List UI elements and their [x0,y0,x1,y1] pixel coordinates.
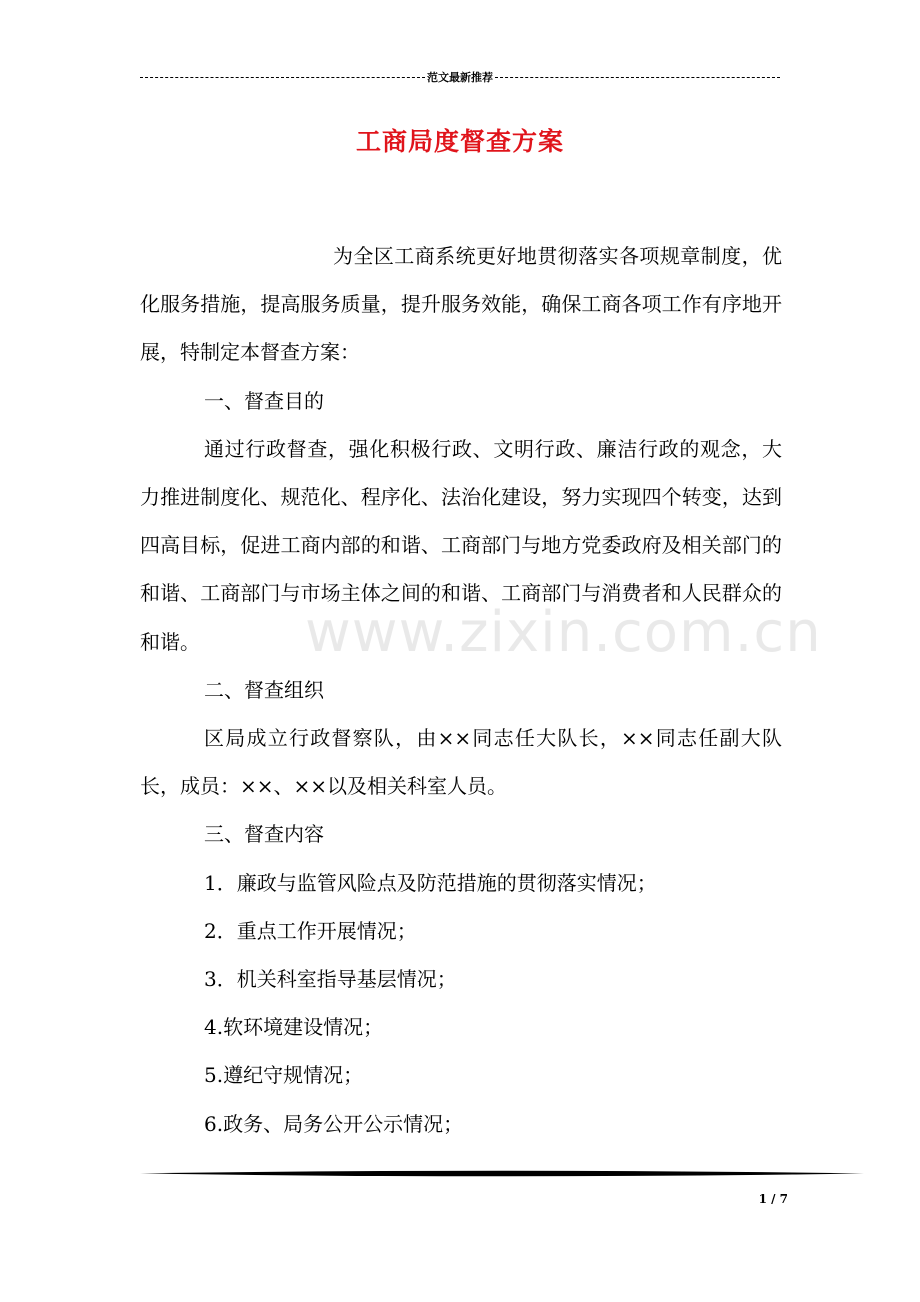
page-number: 1 / 7 [758,1192,788,1206]
header-dash-right [495,77,780,78]
intro-paragraph: 为全区工商系统更好地贯彻落实各项规章制度，优化服务措施，提高服务质量，提升服务效能，确保工商各项工作有序地开展，特制定本督查方案： [140,244,782,365]
list-item: 2．重点工作开展情况； [204,918,417,943]
footer-rule [140,1169,864,1178]
document-title: 工商局度督查方案 [355,127,564,156]
section-heading-content: 三、督查内容 [204,822,324,847]
section-heading-purpose: 一、督查目的 [204,388,324,413]
list-item: 4.软环境建设情况； [204,1015,384,1040]
purpose-paragraph: 通过行政督查，强化积极行政、文明行政、廉洁行政的观念，大力推进制度化、规范化、程序化、法治化建设，努力实现四个转变，达到四高目标，促进工商内部的和谐、工商部门与地方党委政府及相关部门的和谐、工商部门与市场主体之间的和谐、工商部门与消费者和人民群众的和谐。 [140,436,782,654]
organization-paragraph: 区局成立行政督察队，由××同志任大队长，××同志任副大队长，成员：××、××以及相关科室人员。 [140,726,782,799]
list-item: 5.遵纪守规情况； [204,1063,364,1088]
list-item: 1．廉政与监管风险点及防范措施的贯彻落实情况； [204,870,657,895]
running-header [140,68,780,86]
list-item: 3．机关科室指导基层情况； [204,967,457,992]
document-body [140,232,782,1148]
header-text: 范文最新推荐 [427,71,493,84]
list-item: 6.政务、局务公开公示情况； [204,1111,464,1136]
section-heading-organization: 二、督查组织 [204,677,324,702]
header-dash-left [140,77,425,78]
watermark: www.zixin.com.cn [305,600,822,665]
